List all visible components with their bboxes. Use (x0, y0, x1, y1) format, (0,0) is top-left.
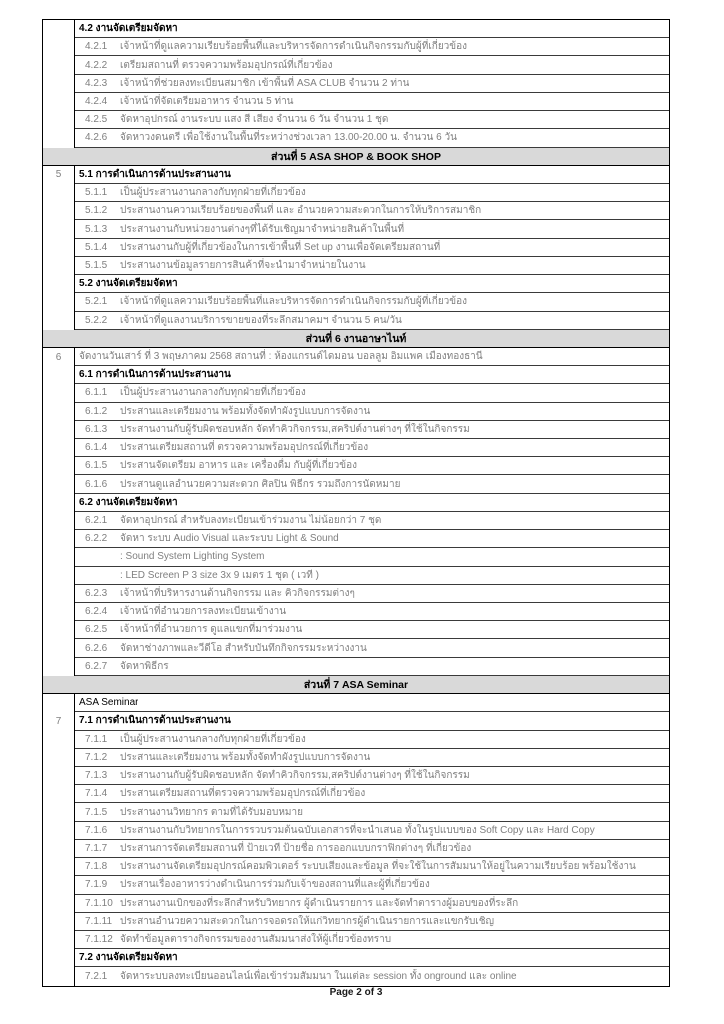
table-row (75, 603, 669, 621)
table-row (75, 293, 669, 311)
row-text: ประสานงานกับผู้รับผิดชอบหลัก จัดทำคิวกิจกรรม,สคริปต์งานต่างๆ ที่ใช้ในกิจกรรม (120, 423, 470, 435)
table-row (75, 38, 669, 56)
row-text: จัดหา ระบบ Audio Visual และระบบ Light & Sound (120, 533, 339, 545)
row-number: 6.1.5 (85, 460, 108, 472)
table-row (75, 548, 669, 566)
row-text: ประสานงานจัดเตรียมอุปกรณ์คอมพิวเตอร์ ระบบเสียงและข้อมูล ที่จะใช้ในการสัมมนาให้อยู่ในความเรียบร้อย พร้อมใช้งาน (120, 861, 636, 873)
table-row (75, 239, 669, 257)
row-number: 7.1.9 (85, 879, 108, 891)
table-row (75, 275, 669, 293)
section-body (43, 694, 669, 986)
row-number: 4.2.5 (85, 114, 108, 126)
row-text: เตรียมสถานที่ ตรวจความพร้อมอุปกรณ์ที่เกี่ยวข้อง (120, 59, 333, 71)
section-rows (75, 20, 669, 148)
row-number: 6.1.1 (85, 387, 108, 399)
row-number: 5.1.1 (85, 187, 108, 199)
row-number: 6.1.2 (85, 405, 108, 417)
table-row (75, 585, 669, 603)
row-text: จัดทำข้อมูลตารางกิจกรรมของงานสัมมนาส่งให้ผู้เกี่ยวข้องทราบ (120, 934, 392, 946)
section-body (43, 166, 669, 330)
table-row (75, 931, 669, 949)
section-header (43, 676, 669, 694)
row-text: ประสานและเตรียมงาน พร้อมทั้งจัดทำผังรูปแบบการจัดงาน (120, 405, 371, 417)
row-number: 6.1.3 (85, 423, 108, 435)
table-row (75, 56, 669, 74)
table-row (75, 876, 669, 894)
row-number: 7.1.6 (85, 824, 108, 836)
table-row (75, 803, 669, 821)
row-number: 5.1.3 (85, 223, 108, 235)
table-row (75, 913, 669, 931)
row-number: 4.2.3 (85, 77, 108, 89)
row-number: 5.1.4 (85, 241, 108, 253)
table-row (75, 712, 669, 730)
table-row (75, 421, 669, 439)
section-header-label: ส่วนที่ 7 ASA Seminar (303, 678, 409, 691)
row-text: ประสานดูแลอำนวยความสะดวก ศิลปิน พิธีกร รวมถึงการนัดหมาย (120, 478, 401, 490)
table-row (75, 166, 669, 184)
section-number: 5 (55, 169, 62, 181)
row-number: 7.1.12 (85, 934, 113, 946)
table-row (75, 858, 669, 876)
section-header-label: ส่วนที่ 5 ASA SHOP & BOOK SHOP (271, 150, 441, 163)
row-text: จัดหาวงดนตรี เพื่อใช้งานในพื้นที่ระหว่างช่วงเวลา 13.00-20.00 น. จำนวน 6 วัน (120, 132, 457, 144)
row-number: 6.2.7 (85, 660, 108, 672)
row-number: 6.2.2 (85, 533, 108, 545)
row-number: 5.2.2 (85, 314, 108, 326)
row-text: เป็นผู้ประสานงานกลางกับทุกฝ่ายที่เกี่ยวข้อง (120, 387, 306, 399)
row-text: จัดหาอุปกรณ์ สำหรับลงทะเบียนเข้าร่วมงาน ไม่น้อยกว่า 7 ชุด (120, 515, 382, 527)
row-number: 6.2.1 (85, 515, 108, 527)
section-header (43, 148, 669, 166)
section-header (43, 330, 669, 348)
row-number: 7.1.5 (85, 806, 108, 818)
row-number: 7.1.7 (85, 842, 108, 854)
table-row (75, 658, 669, 676)
table-row (75, 512, 669, 530)
row-text: ประสานงานกับหน่วยงานต่างๆที่ได้รับเชิญมาจำหน่ายสินค้าในพื้นที่ (120, 223, 405, 235)
row-number: 4.2.1 (85, 41, 108, 53)
table-row (75, 129, 669, 147)
table-row (75, 403, 669, 421)
row-number: 4.2.4 (85, 95, 108, 107)
page-footer: Page 2 of 3 (329, 987, 383, 998)
row-text: ประสานงานข้อมูลรายการสินค้าที่จะนำมาจำหน่ายในงาน (120, 259, 366, 271)
section-number-cell (43, 20, 75, 148)
table-row (75, 457, 669, 475)
section-number-cell (43, 348, 75, 676)
row-number: 5.1.2 (85, 205, 108, 217)
row-number: 7.1.3 (85, 770, 108, 782)
table-row (75, 93, 669, 111)
table-row (75, 257, 669, 275)
row-text: : Sound System Lighting System (120, 551, 265, 563)
row-text: เจ้าหน้าที่ดูแลงานบริการขายของที่ระลึกสมาคมฯ จำนวน 5 คน/วัน (120, 314, 402, 326)
row-text: : LED Screen P 3 size 3x 9 เมตร 1 ชุด ( เวที ) (120, 569, 319, 581)
row-text: 7.1 การดำเนินการด้านประสานงาน (79, 715, 231, 727)
section-header-label: ส่วนที่ 6 งานอาษาไนท์ (305, 332, 407, 345)
table-row (75, 694, 669, 712)
row-number: 7.2.1 (85, 970, 108, 982)
table-row (75, 366, 669, 384)
row-number: 7.1.11 (85, 915, 113, 927)
row-text: จัดหาพิธีกร (120, 660, 169, 672)
section-number: 6 (55, 351, 62, 363)
row-text: ประสานเตรียมสถานที่ตรวจความพร้อมอุปกรณ์ที่เกี่ยวข้อง (120, 788, 366, 800)
row-text: 5.1 การดำเนินการด้านประสานงาน (79, 168, 231, 180)
row-number: 5.1.5 (85, 259, 108, 271)
row-text: เจ้าหน้าที่อำนวยการ ดูแลแขกที่มาร่วมงาน (120, 624, 303, 636)
table-row (75, 785, 669, 803)
row-text: เจ้าหน้าที่ดูแลความเรียบร้อยพื้นที่และบริหารจัดการดำเนินกิจกรรมกับผู้ที่เกี่ยวข้อง (120, 296, 468, 308)
table-row (75, 639, 669, 657)
section-number: 7 (55, 715, 62, 727)
table-row (75, 384, 669, 402)
section-number-cell (43, 166, 75, 330)
section-number-cell (43, 694, 75, 986)
table-row (75, 220, 669, 238)
row-text: ประสานงานวิทยากร ตามที่ได้รับมอบหมาย (120, 806, 304, 818)
row-text: จัดหาอุปกรณ์ งานระบบ แสง สี เสียง จำนวน 6 วัน จำนวน 1 ชุด (120, 114, 389, 126)
table-row (75, 494, 669, 512)
row-text: 6.1 การดำเนินการด้านประสานงาน (79, 369, 231, 381)
section-rows (75, 348, 669, 676)
row-text: เจ้าหน้าที่ดูแลความเรียบร้อยพื้นที่และบริหารจัดการดำเนินกิจกรรมกับผู้ที่เกี่ยวข้อง (120, 41, 468, 53)
row-text: เป็นผู้ประสานงานกลางกับทุกฝ่ายที่เกี่ยวข้อง (120, 187, 306, 199)
row-text: ประสานงานกับวิทยากรในการรวบรวมต้นฉบับเอกสารที่จะนำเสนอ ทั้งในรูปแบบของ Soft Copy และ Hard Copy (120, 824, 595, 836)
row-text: จัดหาระบบลงทะเบียนออนไลน์เพื่อเข้าร่วมสัมมนา ในแต่ละ session ทั้ง onground และ online (120, 970, 517, 982)
row-text: 4.2 งานจัดเตรียมจัดหา (79, 23, 178, 35)
row-number: 6.2.5 (85, 624, 108, 636)
table-row (75, 731, 669, 749)
row-number: 7.1.8 (85, 861, 108, 873)
table-row (75, 967, 669, 985)
row-text: ประสานงานเบิกของที่ระลึกสำหรับวิทยากร ผู้ดำเนินรายการ และจัดทำตารางผู้มอบของที่ระลึก (120, 897, 519, 909)
table-row (75, 475, 669, 493)
section-rows (75, 166, 669, 330)
row-text: เจ้าหน้าที่อำนวยการลงทะเบียนเข้างาน (120, 606, 287, 618)
table-row (75, 202, 669, 220)
table-row (75, 749, 669, 767)
table-row (75, 822, 669, 840)
row-text: ประสานเรื่องอาหารว่างดำเนินการร่วมกับเจ้าของสถานที่และผู้ที่เกี่ยวข้อง (120, 879, 430, 891)
table-row (75, 567, 669, 585)
table-row (75, 621, 669, 639)
table-row (75, 348, 669, 366)
row-text: ประสานงานกับผู้รับผิดชอบหลัก จัดทำคิวกิจกรรม,สคริปต์งานต่างๆ ที่ใช้ในกิจกรรม (120, 770, 470, 782)
row-text: ประสานเตรียมสถานที่ ตรวจความพร้อมอุปกรณ์ที่เกี่ยวข้อง (120, 442, 369, 454)
work-plan-table (42, 19, 670, 987)
row-text: ASA Seminar (79, 697, 139, 709)
row-text: เป็นผู้ประสานงานกลางกับทุกฝ่ายที่เกี่ยวข้อง (120, 733, 306, 745)
table-row (75, 312, 669, 330)
row-number: 4.2.2 (85, 59, 108, 71)
table-row (75, 184, 669, 202)
table-row (75, 895, 669, 913)
row-number: 5.2.1 (85, 296, 108, 308)
row-number: 6.1.4 (85, 442, 108, 454)
row-text: จัดงานวันเสาร์ ที่ 3 พฤษภาคม 2568 สถานที่ : ห้องแกรนด์ไดมอน บอลลูม อิมแพค เมืองทองธานี (79, 351, 483, 363)
row-text: ประสานการจัดเตรียมสถานที่ ป้ายเวที ป้ายชื่อ การออกแบบกราฟิกต่างๆ ที่เกี่ยวข้อง (120, 842, 472, 854)
row-text: ประสานงานความเรียบร้อยของพื้นที่ และ อำนวยความสะดวกในการให้บริการสมาชิก (120, 205, 482, 217)
section-rows (75, 694, 669, 986)
row-number: 7.1.1 (85, 733, 108, 745)
row-number: 6.1.6 (85, 478, 108, 490)
table-row (75, 439, 669, 457)
row-text: เจ้าหน้าที่จัดเตรียมอาหาร จำนวน 5 ท่าน (120, 95, 294, 107)
section-body (43, 20, 669, 148)
row-text: 6.2 งานจัดเตรียมจัดหา (79, 496, 178, 508)
table-row (75, 767, 669, 785)
row-text: 7.2 งานจัดเตรียมจัดหา (79, 952, 178, 964)
row-text: ประสานจัดเตรียม อาหาร และ เครื่องดื่ม กับผู้ที่เกี่ยวข้อง (120, 460, 357, 472)
row-number: 7.1.2 (85, 751, 108, 763)
table-row (75, 949, 669, 967)
table-row (75, 111, 669, 129)
section-body (43, 348, 669, 676)
row-text: จัดหาช่างภาพและวีดีโอ สำหรับบันทึกกิจกรรมระหว่างงาน (120, 642, 367, 654)
row-text: เจ้าหน้าที่ช่วยลงทะเบียนสมาชิก เข้าพื้นที่ ASA CLUB จำนวน 2 ท่าน (120, 77, 410, 89)
row-text: ประสานอำนวยความสะดวกในการจอดรถให้แก่วิทยากรผู้ดำเนินรายการและแขกรับเชิญ (120, 915, 495, 927)
row-text: ประสานงานกับผู้ที่เกี่ยวข้องในการเข้าพื้นที่ Set up งานเพื่อจัดเตรียมสถานที่ (120, 241, 441, 253)
row-number: 6.2.4 (85, 606, 108, 618)
table-row (75, 530, 669, 548)
row-text: ประสานและเตรียมงาน พร้อมทั้งจัดทำผังรูปแบบการจัดงาน (120, 751, 371, 763)
row-number: 4.2.6 (85, 132, 108, 144)
row-text: 5.2 งานจัดเตรียมจัดหา (79, 278, 178, 290)
table-row (75, 840, 669, 858)
row-number: 7.1.10 (85, 897, 113, 909)
table-row (75, 20, 669, 38)
row-number: 6.2.3 (85, 587, 108, 599)
table-row (75, 75, 669, 93)
row-text: เจ้าหน้าที่บริหารงานด้านกิจกรรม และ คิวกิจกรรมต่างๆ (120, 587, 355, 599)
row-number: 7.1.4 (85, 788, 108, 800)
row-number: 6.2.6 (85, 642, 108, 654)
